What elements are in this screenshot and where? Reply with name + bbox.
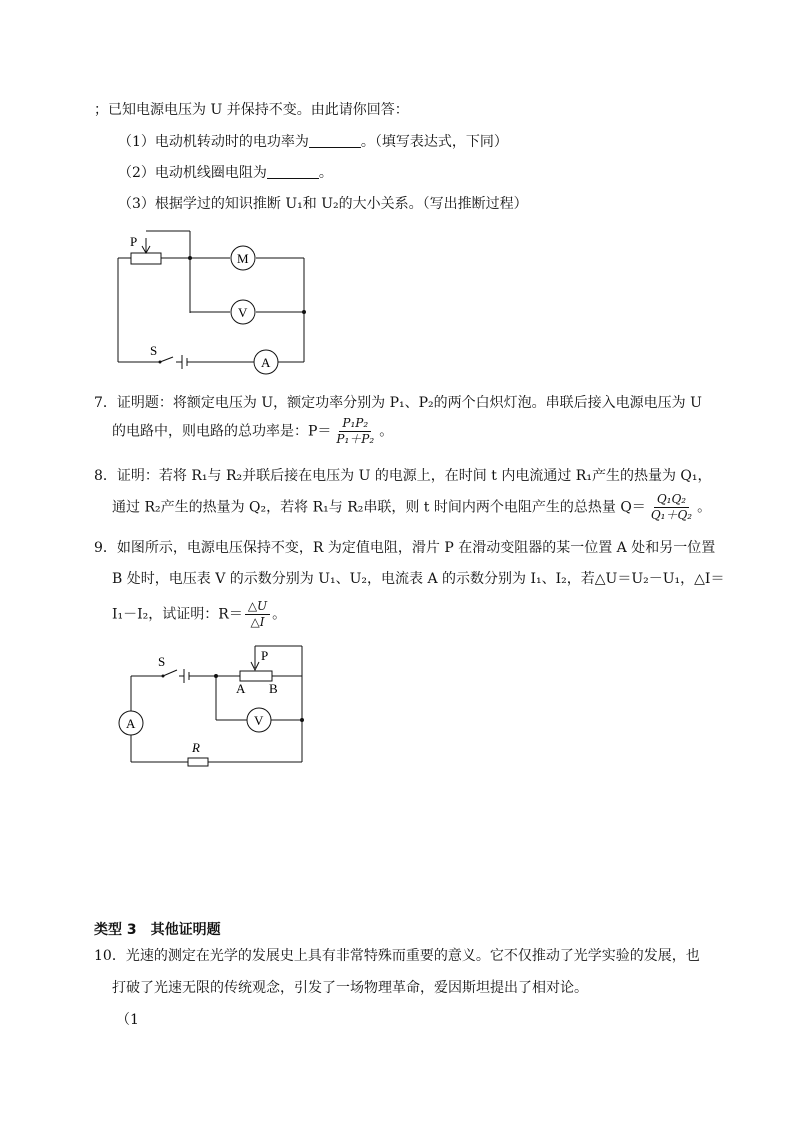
q9-line1: 9．如图所示，电源电压保持不变，R 为定值电阻，滑片 P 在滑动变阻器的某一位置 A 处和另一位置 [94,540,716,556]
label-S: S [150,343,158,358]
q6-sub1-text: （1）电动机转动时的电功率为 [118,134,309,150]
formula-fraction [245,599,270,630]
q10-line2: 打破了光速无限的传统观念，引发了一场物理革命，爱因斯坦提出了相对论。 [112,980,588,996]
formula-fraction [648,492,695,523]
q10-line1: 10．光速的测定在光学的发展史上具有非常特殊而重要的意义。它不仅推动了光学实验的发展，也 [94,948,700,964]
q10-line3: （1 [116,1012,139,1028]
fraction-denominator: △I [250,615,265,629]
q6-sub1-note: 。（填写表达式，下同） [360,134,508,150]
rheostat [240,671,272,681]
q8-line2 [112,492,711,523]
label-P: P [130,234,138,249]
label-B-end: B [269,681,278,696]
fraction-numerator: Q₁Q₂ [654,492,689,508]
q8-line2-end: 。 [697,499,712,516]
q8-line2-text: 通过 R₂产生的热量为 Q₂，若将 R₁与 R₂串联，则 t 时间内两个电阻产生的总热量 Q＝ [112,499,646,516]
q7-line2-end: 。 [379,423,394,440]
intro-text: ；已知电源电压为 U 并保持不变。由此请你回答： [94,102,409,118]
label-P: P [261,648,269,663]
q6-sub3: （3）根据学过的知识推断 U₁和 U₂的大小关系。（写出推断过程） [118,196,528,212]
label-A-end: A [236,681,246,696]
q9-line2: B 处时，电压表 V 的示数分别为 U₁、U₂，电流表 A 的示数分别为 I₁、I₂，若△U＝U₂－U₁，△I＝ [112,571,725,587]
circuit-diagram-1 [110,226,310,376]
formula-fraction [333,416,377,447]
rheostat [131,253,161,264]
q6-sub2-text: （2）电动机线圈电阻为 [118,165,267,181]
q6-sub2-end: 。 [318,165,333,181]
q7-line1: 7．证明题：将额定电压为 U，额定功率分别为 P₁、P₂的两个白炽灯泡。串联后接入电源电压为 U [94,395,702,411]
q7-line2-text: 的电路中，则电路的总功率是：P＝ [112,423,332,440]
answer-blank[interactable] [267,164,319,179]
resistor-R [188,758,208,766]
label-A: A [126,716,136,731]
fraction-denominator: P₁＋P₂ [336,432,375,446]
q9-line3-text: I₁－I₂，试证明：R＝ [112,606,243,623]
q9-line3-end: 。 [272,606,287,623]
label-S: S [158,654,166,669]
q7-line2 [112,416,393,447]
label-V: V [238,305,248,320]
label-R: R [192,740,200,755]
circuit-diagram-2 [115,640,315,770]
q9-line3 [112,599,286,630]
fraction-denominator: Q₁＋Q₂ [650,508,693,522]
fraction-numerator: △U [245,599,270,615]
label-V: V [254,713,264,728]
q8-line1: 8．证明：若将 R₁与 R₂并联后接在电压为 U 的电源上，在时间 t 内电流通过 R₁产生的热量为 Q₁， [94,468,712,484]
section-title: 类型 3 其他证明题 [94,922,221,938]
q6-sub1 [118,132,508,152]
answer-blank[interactable] [309,133,361,148]
label-M: M [237,251,249,266]
fraction-numerator: P₁P₂ [339,416,371,432]
label-A: A [261,355,271,370]
q6-sub2 [118,163,333,183]
